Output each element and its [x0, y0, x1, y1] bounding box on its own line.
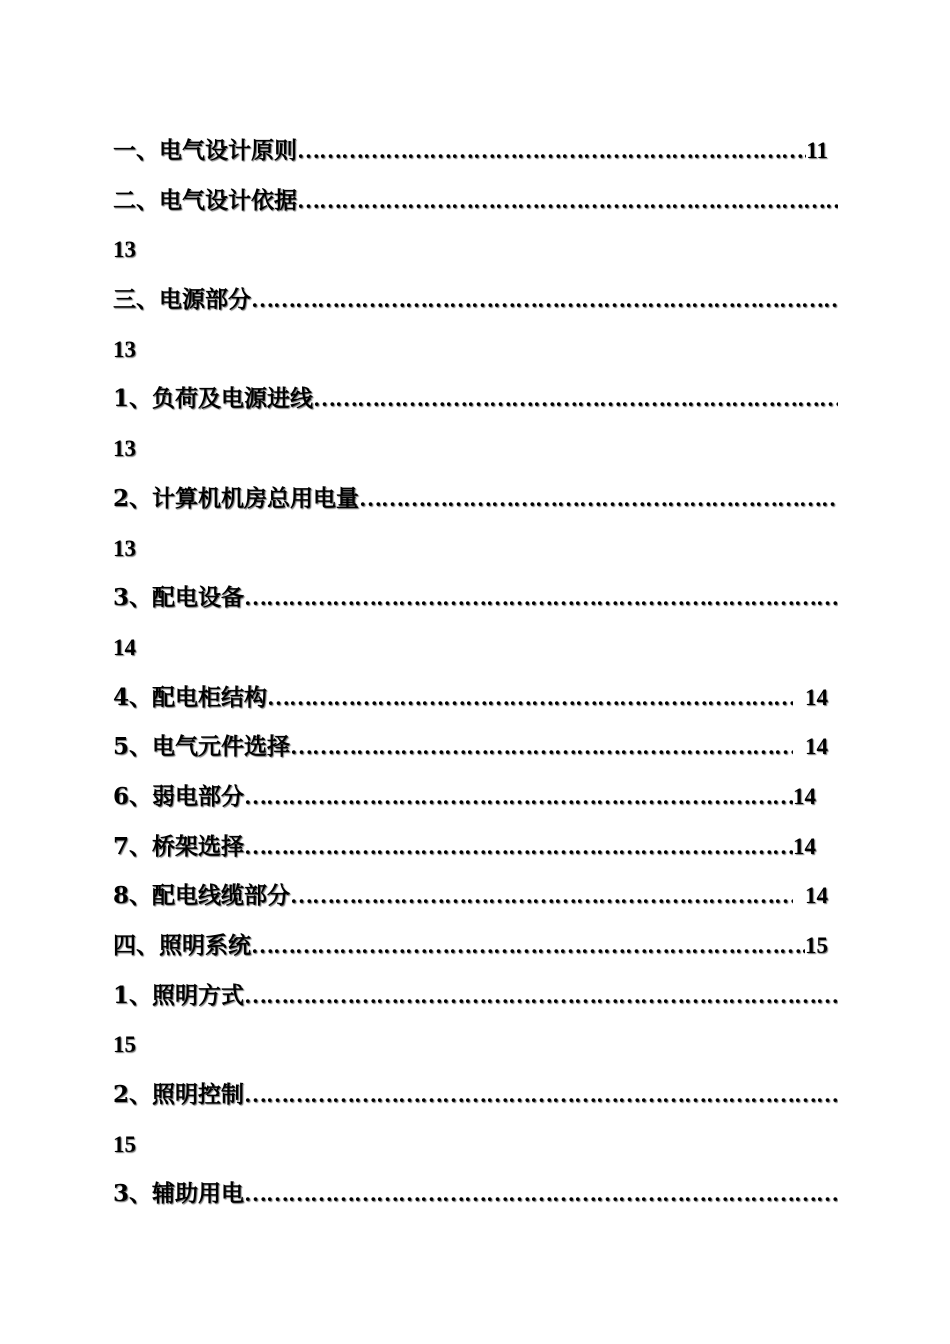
- toc-entry-title: 8、配电线缆部分: [113, 882, 291, 910]
- toc-entry[interactable]: [113, 176, 838, 226]
- toc-entry[interactable]: [113, 1169, 838, 1219]
- toc-entry[interactable]: [113, 374, 838, 424]
- toc-entry-title: 2、照明控制: [113, 1081, 245, 1109]
- dot-leader: [244, 971, 838, 1021]
- toc-entry-page: 14: [805, 734, 828, 760]
- toc-entry[interactable]: [113, 1070, 838, 1120]
- dot-leader: [251, 921, 805, 971]
- toc-entry-title: 2、计算机机房总用电量: [113, 484, 360, 512]
- toc-entry-title: 3、配电设备: [113, 584, 245, 612]
- toc-entry-title: 4、配电柜结构: [113, 683, 268, 711]
- toc-entry-title: 二、电气设计依据: [113, 186, 297, 214]
- toc-entry-title: 7、桥架选择: [113, 832, 245, 860]
- toc-entry-page: 13: [113, 535, 136, 561]
- toc-entry-page: 13: [113, 336, 136, 362]
- dot-leader: [244, 1169, 838, 1219]
- toc-entry[interactable]: [113, 921, 838, 971]
- dot-leader: [267, 673, 793, 723]
- toc-entry-title: 1、照明方式: [113, 981, 245, 1009]
- toc-entry-title: 一、电气设计原则: [113, 137, 297, 164]
- dot-leader: [297, 126, 806, 176]
- table-of-contents: [113, 126, 838, 1219]
- toc-entry[interactable]: [113, 275, 838, 325]
- toc-entry-page: 13: [113, 436, 136, 462]
- toc-entry-title: 1、负荷及电源进线: [113, 385, 314, 413]
- dot-leader: [290, 722, 793, 772]
- toc-entry[interactable]: [113, 126, 838, 176]
- toc-entry-page: 15: [805, 933, 828, 958]
- dot-leader: [244, 573, 838, 623]
- toc-entry[interactable]: [113, 673, 838, 723]
- toc-entry-title: 四、照明系统: [113, 932, 251, 959]
- toc-entry[interactable]: [113, 871, 838, 921]
- dot-leader: [244, 822, 793, 872]
- toc-entry[interactable]: [113, 474, 838, 524]
- dot-leader: [313, 374, 838, 424]
- toc-entry-title: 3、辅助用电: [113, 1180, 245, 1208]
- dot-leader: [290, 871, 793, 921]
- toc-entry[interactable]: [113, 573, 838, 623]
- toc-entry-page: 13: [113, 237, 136, 263]
- toc-entry-page: 14: [793, 783, 816, 809]
- toc-entry-page: 15: [113, 1032, 136, 1058]
- toc-entry[interactable]: [113, 971, 838, 1021]
- toc-entry-page: 14: [113, 634, 136, 660]
- toc-entry[interactable]: [113, 772, 838, 822]
- dot-leader: [359, 474, 838, 524]
- toc-entry[interactable]: [113, 822, 838, 872]
- toc-entry-title: 三、电源部分: [113, 286, 251, 314]
- toc-entry-page: 11: [806, 138, 828, 163]
- dot-leader: [297, 176, 838, 226]
- toc-entry[interactable]: [113, 722, 838, 772]
- toc-entry-page: 14: [805, 684, 828, 710]
- toc-entry-title: 6、弱电部分: [113, 782, 245, 810]
- dot-leader: [244, 1070, 838, 1120]
- toc-entry-title: 5、电气元件选择: [113, 733, 291, 761]
- toc-entry-page: 15: [113, 1131, 136, 1157]
- dot-leader: [251, 275, 838, 325]
- toc-entry-page: 14: [793, 833, 816, 859]
- toc-entry-page: 14: [805, 883, 828, 909]
- dot-leader: [244, 772, 793, 822]
